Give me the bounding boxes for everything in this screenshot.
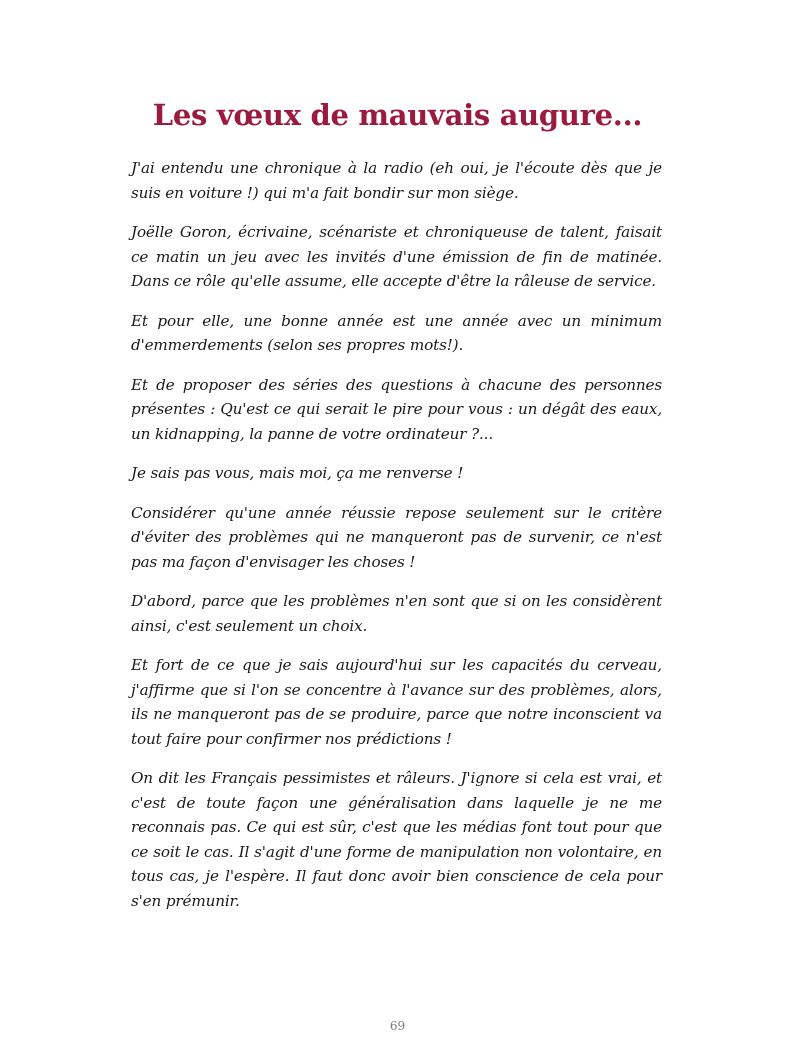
paragraph-5: Je sais pas vous, mais moi, ça me renverse ! <box>131 464 464 482</box>
paragraph-7: D'abord, parce que les problèmes n'en sont que si on les considèrent ainsi, c'est seulement un choix. <box>131 592 662 635</box>
page-number: 69 <box>389 1019 406 1033</box>
paragraph-8: Et fort de ce que je sais aujourd'hui sur les capacités du cerveau, j'affirme que si l'on se concentre à l'avance sur des problèmes, alors, ils ne manqueront pas de se produire, parce que notre inconscient va tout faire pour confirmer nos prédictions ! <box>131 656 662 748</box>
paragraph-3: Et pour elle, une bonne année est une année avec un minimum d'emmerdements (selon ses propres mots!). <box>131 311 662 354</box>
body-text <box>131 156 662 928</box>
paragraph-1: J'ai entendu une chronique à la radio (eh oui, je l'écoute dès que je suis en voiture !) qui m'a fait bondir sur mon siège. <box>131 159 662 202</box>
page-title: Les vœux de mauvais augure... <box>152 98 643 132</box>
paragraph-6: Considérer qu'une année réussie repose seulement sur le critère d'éviter des problèmes qui ne manqueront pas de survenir, ce n'est pas ma façon d'envisager les choses ! <box>131 503 662 571</box>
paragraph-4: Et de proposer des séries des questions à chacune des personnes présentes : Qu'est ce qui serait le pire pour vous : un dégât des eaux, un kidnapping, la panne de votre ordinateur ?... <box>131 375 662 443</box>
paragraph-2: Joëlle Goron, écrivaine, scénariste et chroniqueuse de talent, faisait ce matin un jeu avec les invités d'une émission de fin de matinée. Dans ce rôle qu'elle assume, elle accepte d'être la râleuse de service. <box>131 223 662 290</box>
paragraph-9: On dit les Français pessimistes et râleurs. J'ignore si cela est vrai, et c'est de toute façon une généralisation dans laquelle je ne me reconnais pas. Ce qui est sûr, c'est que les médias font tout pour que ce soit le cas. Il s'agit d'une forme de manipulation non volontaire, en tous cas, je l'espère. Il faut donc avoir bien conscience de cela pour s'en prémunir. <box>131 769 662 910</box>
